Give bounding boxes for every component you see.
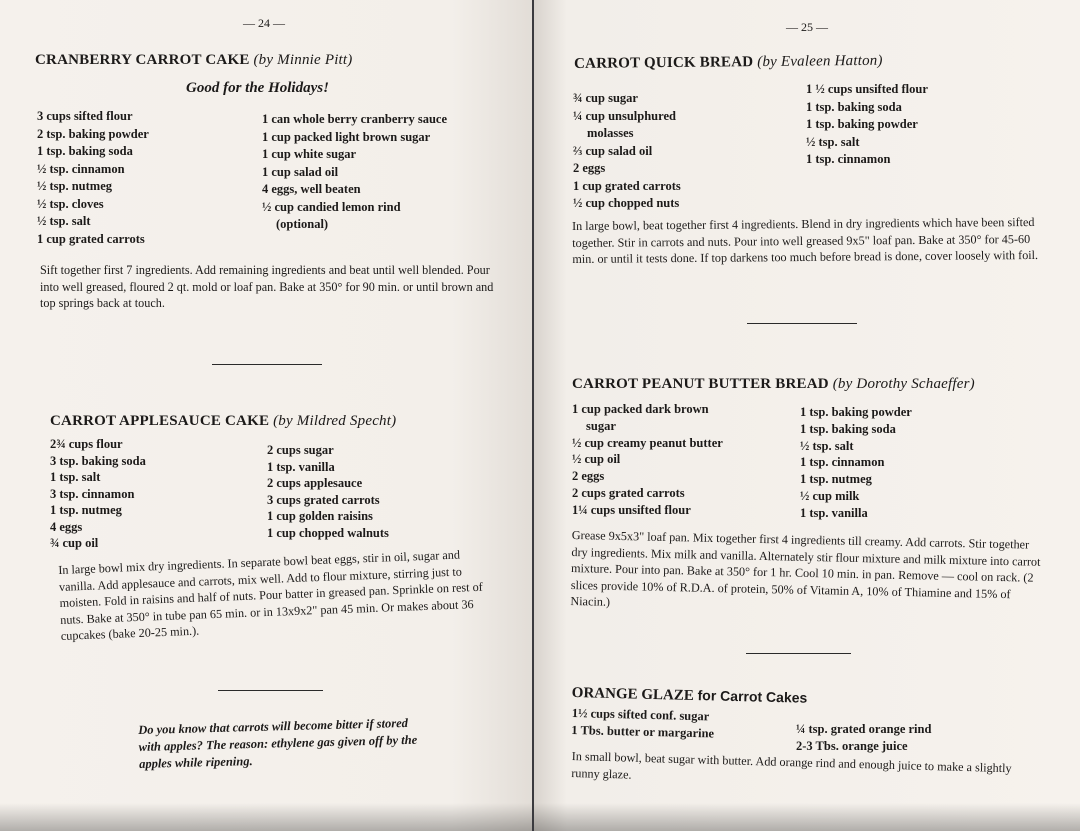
ingredient: ¼ cup unsulphured xyxy=(573,108,676,123)
recipe-title xyxy=(50,413,396,430)
ingredient: ½ tsp. cloves xyxy=(37,196,104,211)
recipe-title-suffix: for Carrot Cakes xyxy=(697,687,808,706)
page-number: — 25 — xyxy=(786,20,828,34)
ingredient: 1 cup white sugar xyxy=(262,147,357,161)
ingredient: 1 tsp. baking soda xyxy=(806,99,902,114)
ingredient: 1½ cups sifted conf. sugar xyxy=(571,705,710,724)
recipe-directions: Sift together first 7 ingredients. Add remaining ingredients and beat until well blended. Pour into well greased, floured 2 qt. mold or loaf pan. Bake at 350° for 90 min. or until brown and top springs back at touch. xyxy=(40,263,494,310)
ingredient: 3 tsp. cinnamon xyxy=(50,486,135,501)
ingredient: 1 tsp. baking soda xyxy=(37,144,133,158)
ingredient: 1 tsp. baking soda xyxy=(800,421,896,436)
ingredient: 1 tsp. baking powder xyxy=(806,117,918,131)
recipe-title xyxy=(572,684,808,708)
ingredient: 1 tsp. cinnamon xyxy=(800,455,885,470)
ingredient: 1 cup salad oil xyxy=(262,164,339,179)
ingredients-column-2 xyxy=(806,81,928,169)
ingredient: 2-3 Tbs. orange juice xyxy=(796,739,908,753)
ingredient: ½ cup chopped nuts xyxy=(573,196,680,210)
ingredient: 1 ½ cups unsifted flour xyxy=(806,82,928,96)
recipe-directions: In large bowl mix dry ingredients. In separate bowl beat eggs, stir in oil, sugar and vanilla. Add applesauce and carrots, mix well. Add to flour mixture, stirring just to moisten. Fold in raisins and half of nuts. Pour batter in greased pan. Sprinkle on rest of nuts. Bake at 350° in tube pan 65 min. or in 13x9x2" pan 45 min. Or makes about 36 cupcakes (bake 20-25 min.). xyxy=(58,547,483,643)
ingredient: ⅔ cup salad oil xyxy=(573,143,653,158)
ingredient: 1 tsp. vanilla xyxy=(267,459,335,474)
ingredients-column-1 xyxy=(573,90,681,213)
recipe-title-text: CARROT QUICK BREAD xyxy=(574,54,754,72)
ingredient: 1 cup grated carrots xyxy=(573,178,681,193)
ingredient: 4 eggs, well beaten xyxy=(262,182,361,196)
ingredient: 1 cup packed light brown sugar xyxy=(262,129,431,144)
ingredient: 1 cup golden raisins xyxy=(267,509,373,523)
ingredient: 4 eggs xyxy=(50,519,83,534)
ingredients-column-2 xyxy=(262,111,447,234)
carrot-tip: Do you know that carrots will become bitter if stored with apples? The reason: ethylene gas given off by the apples while ripening. xyxy=(138,715,418,771)
ingredient: ½ cup candied lemon rind xyxy=(262,199,401,214)
ingredient: molasses xyxy=(587,126,634,140)
ingredient: 3 cups sifted flour xyxy=(37,109,133,123)
divider xyxy=(746,653,851,654)
recipe-title xyxy=(35,52,353,69)
ingredient: ½ tsp. salt xyxy=(806,134,860,149)
left-page xyxy=(0,0,532,831)
ingredient: 1 cup grated carrots xyxy=(37,231,145,246)
ingredient: ½ cup creamy peanut butter xyxy=(572,435,723,450)
divider xyxy=(218,690,323,691)
recipe-title xyxy=(572,376,975,393)
recipe-title-text: ORANGE GLAZE xyxy=(571,684,695,704)
recipe-byline: (by Minnie Pitt) xyxy=(253,52,353,68)
ingredient: sugar xyxy=(586,418,616,433)
ingredient: ¾ cup oil xyxy=(50,536,99,550)
ingredient: 1 Tbs. butter or margarine xyxy=(571,722,715,741)
ingredients-column-1 xyxy=(50,436,146,552)
ingredient: 1 tsp. nutmeg xyxy=(50,503,122,517)
ingredient: 1 tsp. nutmeg xyxy=(800,472,872,487)
ingredients-column-2 xyxy=(267,442,389,541)
ingredient: ½ cup milk xyxy=(800,488,860,503)
ingredient: 1¼ cups unsifted flour xyxy=(572,502,691,517)
recipe-byline: (by Dorothy Schaeffer) xyxy=(832,376,975,392)
ingredient: 1 tsp. salt xyxy=(50,470,101,484)
ingredient: 1 tsp. baking powder xyxy=(800,405,912,419)
ingredient: 1 tsp. cinnamon xyxy=(806,152,891,166)
page-shadow xyxy=(0,803,532,831)
recipe-byline: (by Evaleen Hatton) xyxy=(757,52,883,71)
ingredients-column-2 xyxy=(796,721,931,755)
ingredient: (optional) xyxy=(276,217,329,231)
ingredient: 2¾ cups flour xyxy=(50,437,123,451)
ingredients-column-2 xyxy=(800,404,912,522)
ingredient: 1 cup packed dark brown xyxy=(572,402,709,416)
page-number: — 24 — xyxy=(243,16,285,30)
recipe-subtitle: Good for the Holidays! xyxy=(186,80,329,96)
ingredient: 1 cup chopped walnuts xyxy=(267,525,389,540)
ingredient: ½ tsp. nutmeg xyxy=(37,179,113,193)
ingredient: 2 eggs xyxy=(572,469,605,484)
ingredients-column-1 xyxy=(37,108,149,248)
ingredient: ¼ tsp. grated orange rind xyxy=(796,722,932,736)
ingredient: 1 can whole berry cranberry sauce xyxy=(262,112,448,126)
recipe-byline: (by Mildred Specht) xyxy=(273,413,397,429)
ingredient: 2 cups applesauce xyxy=(267,476,363,490)
recipe-title xyxy=(574,53,883,73)
ingredient: ¾ cup sugar xyxy=(573,91,638,105)
ingredient: 2 eggs xyxy=(573,161,606,175)
recipe-title-text: CRANBERRY CARROT CAKE xyxy=(35,52,250,68)
divider xyxy=(212,364,322,365)
recipe-directions: In large bowl, beat together first 4 ingredients. Blend in dry ingredients which have been sifted together. Stir in carrots and nuts. Pour into well greased 9x5" loaf pan. Bake at 350° for 45-60 min. or until it tests done. If top darkens too much before bread is done, cover loosely with foil. xyxy=(572,214,1039,266)
ingredient: ½ tsp. cinnamon xyxy=(37,161,125,176)
recipe-title-text: CARROT APPLESAUCE CAKE xyxy=(50,413,270,429)
page-shadow xyxy=(534,803,1080,831)
recipe-directions: Grease 9x5x3" loaf pan. Mix together first 4 ingredients till creamy. Add carrots. Stir together dry ingredients. Mix milk and vanilla. Alternately stir flour mixture and milk mixture into carrot mixture. Pour into pan. Bake at 350° for 1 hr. Cool 10 min. in pan. Remove — cool on rack. (2 slices provide 10% of R.D.A. of protein, 50% of Vitamin A, 10% of Thiamine and 15% of Niacin.) xyxy=(570,527,1041,609)
ingredient: 3 cups grated carrots xyxy=(267,492,380,507)
ingredient: 2 tsp. baking powder xyxy=(37,126,149,141)
ingredient: ½ tsp. salt xyxy=(800,438,854,453)
divider xyxy=(747,323,857,324)
ingredients-column-1 xyxy=(572,401,723,519)
ingredient: 2 cups grated carrots xyxy=(572,485,685,500)
ingredient: ½ tsp. salt xyxy=(37,214,91,228)
recipe-directions: In small bowl, beat sugar with butter. Add orange rind and enough juice to make a slightly runny glaze. xyxy=(571,748,1012,782)
ingredient: ½ cup oil xyxy=(572,452,621,467)
recipe-title-text: CARROT PEANUT BUTTER BREAD xyxy=(572,376,829,392)
ingredient: 3 tsp. baking soda xyxy=(50,453,146,468)
ingredients-column-1 xyxy=(571,705,715,742)
ingredient: 1 tsp. vanilla xyxy=(800,505,868,520)
ingredient: 2 cups sugar xyxy=(267,443,334,457)
right-page xyxy=(534,0,1080,831)
